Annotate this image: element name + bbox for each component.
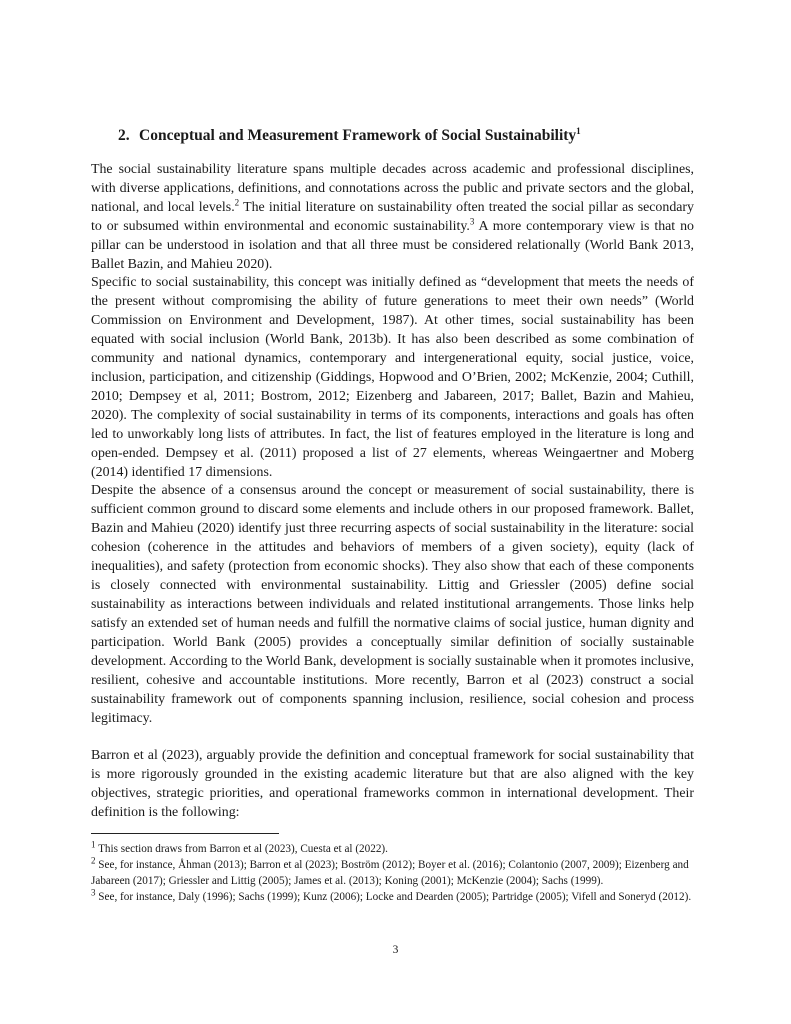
paragraph-3-text: Despite the absence of a consensus around the concept or measurement of social sustainability, there is sufficient common ground to discard some elements and include others in our proposed framework. Ballet, Bazin and Mahieu (2020) identify just three recurring aspects of social sustainability in the literature: social cohesion (coherence in the attitudes and behaviors of members of a given society), equity (lack of inequalities), and safety (protection from economic shocks). They also show that each of these components is closely connected with environmental sustainability. Littig and Griessler (2005) define social sustainability as interactions between individuals and related institutional arrangements. Those links help satisfy an extended set of human needs and fulfill the normative claims of social justice, human dignity and participation. World Bank (2005) provides a conceptually similar definition of socially sustainable development. According to the World Bank, development is socially sustainable when it promotes inclusive, resilient, cohesive and accountable institutions. More recently, Barron et al (2023) construct a social sustainability framework out of components spanning inclusion, resilience, social cohesion and process legitimacy. (91, 483, 694, 726)
page-number: 3 (392, 944, 399, 956)
paragraph-3 (91, 481, 694, 749)
paragraph-4-text: Barron et al (2023), arguably provide the definition and conceptual framework for social sustainability that is more rigorously grounded in the existing academic literature but that are also aligned with the key objectives, strategic priorities, and operational frameworks common in international development. Their definition is the following: (91, 748, 694, 820)
paragraph-2 (91, 273, 694, 503)
footnote-ref-2[interactable]: 2 (234, 197, 240, 208)
footnote-1 (91, 841, 694, 857)
section-title: Conceptual and Measurement Framework of Social Sustainability (139, 127, 577, 144)
footnote-ref-1[interactable]: 1 (576, 125, 581, 136)
footnote-3-text: See, for instance, Daly (1996); Sachs (1999); Kunz (2006); Locke and Dearden (2005); Partridge (2005); Vifell and Soneryd (2012). (95, 891, 692, 903)
footnote-3-mark: 3 (91, 887, 96, 898)
footnote-divider (91, 833, 279, 834)
footnote-2-text: See, for instance, Åhman (2013); Barron et al (2023); Boström (2012); Boyer et al. (2016); Colantonio (2007, 2009); Eizenberg and Jabareen (2017); Griessler and Littig (2005); James et al. (2013); Koning (2001); McKenzie (2004); Sachs (1999). (91, 859, 689, 887)
section-heading (118, 126, 718, 146)
footnote-3 (91, 889, 694, 905)
footnote-1-mark: 1 (91, 839, 96, 850)
footnote-2-mark: 2 (91, 855, 96, 866)
section-number: 2. (118, 127, 130, 144)
paragraph-2-text: Specific to social sustainability, this concept was initially defined as “development that meets the needs of the present without compromising the ability of future generations to meet their own needs” (World Commission on Environment and Development, 1987). At other times, social sustainability has been equated with social inclusion (World Bank, 2013b). It has also been described as some combination of community and national dynamics, contemporary and intergenerational equity, social justice, voice, inclusion, participation, and citizenship (Giddings, Hopwood and O’Brien, 2002; McKenzie, 2004; Cuthill, 2010; Dempsey et al, 2011; Bostrom, 2012; Eizenberg and Jabareen, 2017; Ballet, Bazin and Mahieu, 2020). The complexity of social sustainability in terms of its components, interactions and goals has often led to unworkably long lists of attributes. In fact, the list of features employed in the literature is long and open-ended. Dempsey et al. (2011) proposed a list of 27 elements, whereas Weingaertner and Moberg (2014) identified 17 dimensions. (91, 275, 694, 480)
footnote-ref-3[interactable]: 3 (469, 216, 475, 227)
footnotes (91, 841, 694, 905)
paragraph-1-text-c: A more contemporary view is that no pillar can be understood in isolation and that all three must be considered relationally (World Bank 2013, Ballet Bazin, and Mahieu 2020). (91, 219, 694, 272)
paragraph-1-text-a: The social sustainability literature spans multiple decades across academic and professional disciplines, with diverse applications, definitions, and connotations across the public and private sectors and the global, national, and local levels. (91, 162, 694, 215)
footnote-1-text: This section draws from Barron et al (2023), Cuesta et al (2022). (95, 843, 388, 855)
paragraph-4 (91, 746, 694, 843)
paragraph-1-text-b: The initial literature on sustainability often treated the social pillar as secondary to or subsumed within environmental and economic sustainability. (91, 200, 694, 234)
footnote-2 (91, 857, 694, 889)
